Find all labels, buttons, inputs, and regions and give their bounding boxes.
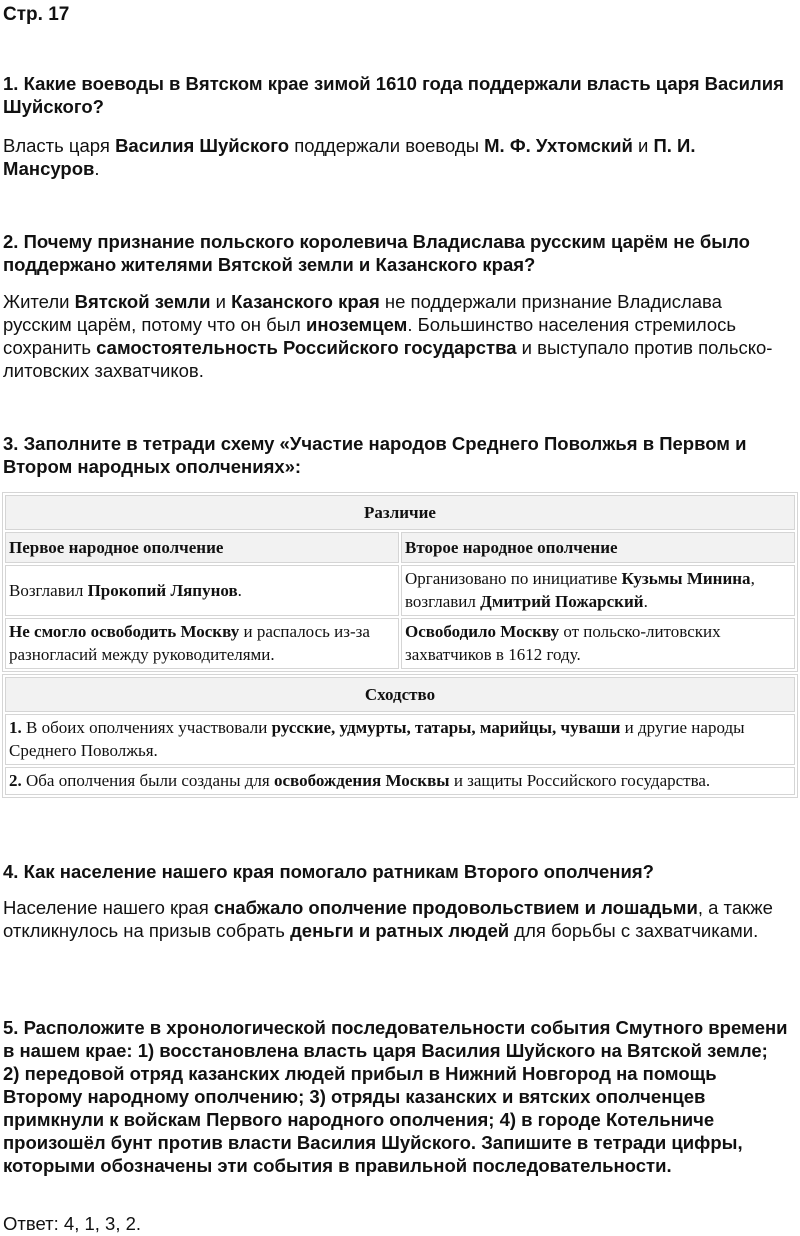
answer-2: Жители Вятской земли и Казанского края не поддержали признание Владислава русским царём, потому что он был иноземцем. Большинство населения стремилось сохранить самостоятельность Российского государства и выступало против польско-литовских захватчиков. bbox=[3, 291, 773, 381]
answer-1: Власть царя Василия Шуйского поддержали воеводы М. Ф. Ухтомский и П. И. Мансуров. bbox=[3, 135, 696, 179]
first-militia-leader-cell: Возглавил Прокопий Ляпунов. bbox=[5, 565, 399, 616]
answer-5: Ответ: 4, 1, 3, 2. bbox=[3, 1213, 142, 1234]
similarity-1-cell: 1. В обоих ополчениях участвовали русские, удмурты, татары, марийцы, чуваши и другие народы Среднего Поволжья. bbox=[5, 714, 795, 765]
table-row bbox=[5, 714, 795, 765]
column-second-militia: Второе народное ополчение bbox=[401, 532, 795, 563]
page-number: Стр. 17 bbox=[3, 4, 70, 25]
table-row bbox=[5, 767, 795, 795]
answer-4: Население нашего края снабжало ополчение продовольствием и лошадьми, а также откликнулось на призыв собрать деньги и ратных людей для борьбы с захватчиками. bbox=[3, 897, 773, 941]
question-1: 1. Какие воеводы в Вятском крае зимой 1610 года поддержали власть царя Василия Шуйского? bbox=[3, 73, 784, 117]
similarities-table bbox=[2, 674, 798, 798]
differences-table bbox=[2, 492, 798, 672]
question-4: 4. Как население нашего края помогало ратникам Второго ополчения? bbox=[3, 861, 654, 882]
second-militia-result-cell: Освободило Москву от польско-литовских захватчиков в 1612 году. bbox=[401, 618, 795, 669]
table-row bbox=[5, 618, 795, 669]
similarity-2-cell: 2. Оба ополчения были созданы для освобождения Москвы и защиты Российского государства. bbox=[5, 767, 795, 795]
similarities-title: Сходство bbox=[5, 677, 795, 712]
question-5: 5. Расположите в хронологической последовательности события Смутного времени в нашем крае: 1) восстановлена власть царя Василия Шуйского на Вятской земле; 2) передовой отряд казанских людей прибыл в Нижний Новгород на помощь Второму народному ополчению; 3) отряды казанских и вятских ополченцев примкнули к войскам Первого народного ополчения; 4) в городе Котельниче произошёл бунт против власти Василия Шуйского. Запишите в тетради цифры, которыми обозначены эти события в правильной последовательности. bbox=[3, 1017, 788, 1176]
question-3: 3. Заполните в тетради схему «Участие народов Среднего Поволжья в Первом и Втором народных ополчениях»: bbox=[3, 433, 747, 477]
column-first-militia: Первое народное ополчение bbox=[5, 532, 399, 563]
differences-title: Различие bbox=[5, 495, 795, 530]
first-militia-result-cell: Не смогло освободить Москву и распалось из-за разногласий между руководителями. bbox=[5, 618, 399, 669]
second-militia-leader-cell: Организовано по инициативе Кузьмы Минина, возглавил Дмитрий Пожарский. bbox=[401, 565, 795, 616]
question-2: 2. Почему признание польского королевича Владислава русским царём не было поддержано жителями Вятской земли и Казанского края? bbox=[3, 231, 750, 275]
table-row bbox=[5, 565, 795, 616]
